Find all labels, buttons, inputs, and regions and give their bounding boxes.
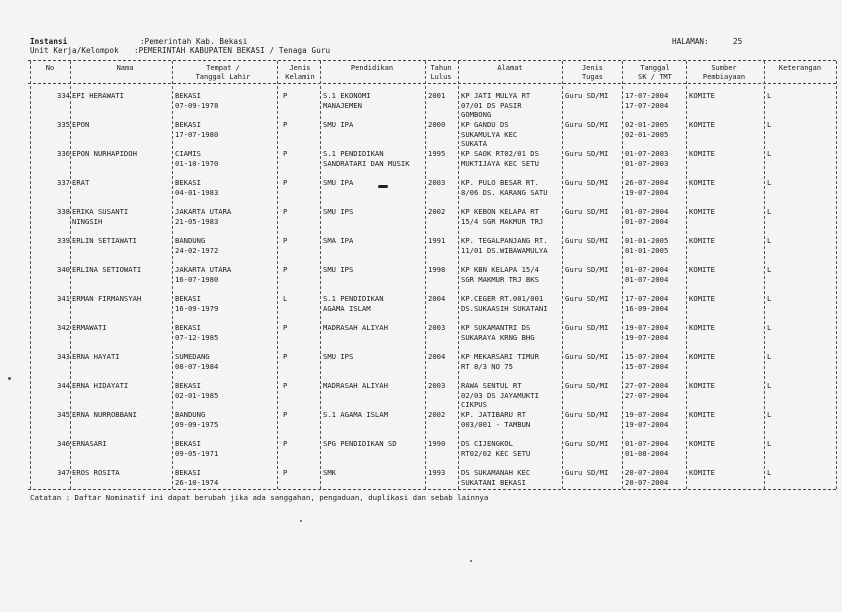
row-tempat-lahir: BANDUNG — [175, 236, 206, 245]
row-tanggal-sk: 27-07-2004 — [625, 381, 669, 390]
row-alamat-line: MUKTIJAYA KEC SETU — [461, 158, 539, 168]
row-pendidikan: SMA IPA — [323, 236, 354, 245]
row-tanggal-tmt: 15-07-2004 — [625, 361, 669, 371]
col-lulus: Lulus — [430, 73, 452, 81]
col-tugas: Tugas — [581, 73, 604, 81]
row-jenis-tugas: Guru SD/MI — [565, 149, 609, 158]
row-jenis-tugas: Guru SD/MI — [565, 381, 609, 390]
row-tanggal-tmt: 19-07-2004 — [625, 187, 669, 197]
row-alamat-line: SUKARAYA KRNG BHG — [461, 332, 535, 342]
instansi-value: :Pemerintah Kab. Bekasi — [140, 37, 248, 46]
row-tanggal-tmt: 01-07-2004 — [625, 216, 669, 226]
col-pendidikan: Pendidikan — [350, 64, 394, 72]
row-jenis-tugas: Guru SD/MI — [565, 439, 609, 448]
row-alamat-line: DS.SUKAASIH SUKATANI — [461, 303, 548, 313]
row-jenis-kelamin: P — [283, 410, 288, 419]
row-nama: ERNA HIDAYATI — [72, 381, 129, 390]
row-pendidikan: SMU IPS — [323, 265, 354, 274]
col-sk-tmt: SK / TMT — [638, 73, 672, 81]
column-separator — [562, 61, 563, 489]
row-jenis-tugas: Guru SD/MI — [565, 178, 609, 187]
row-sumber-pembiayaan: KOMITE — [689, 149, 715, 158]
row-alamat-line: SGR MAKMUR TRJ BKS — [461, 274, 539, 284]
scan-speck — [8, 377, 11, 380]
row-tanggal-lahir: 01-10-1970 — [175, 158, 219, 168]
row-tanggal-lahir: 07-12-1985 — [175, 332, 219, 342]
row-alamat-line: 15/4 SGR MAKMUR TRJ — [461, 216, 544, 226]
row-number: 345 — [57, 410, 70, 419]
column-separator — [622, 61, 623, 489]
row-tanggal-sk: 01-07-2004 — [625, 265, 669, 274]
row-sumber-pembiayaan: KOMITE — [689, 410, 715, 419]
row-keterangan: L — [767, 439, 772, 448]
row-tempat-lahir: JAKARTA UTARA — [175, 207, 232, 216]
col-kelamin: Kelamin — [285, 73, 315, 81]
row-jenis-kelamin: P — [283, 91, 288, 100]
row-jenis-tugas: Guru SD/MI — [565, 91, 609, 100]
row-nama: ERLINA SETIOWATI — [72, 265, 142, 274]
row-alamat-line: SUKATANI BEKASI — [461, 477, 526, 487]
row-alamat-line: KP SAOK RT02/01 DS — [461, 149, 539, 158]
row-sumber-pembiayaan: KOMITE — [689, 323, 715, 332]
row-jenis-kelamin: P — [283, 439, 288, 448]
row-tanggal-tmt: 02-01-2005 — [625, 129, 669, 139]
row-pendidikan: MADRASAH ALIYAH — [323, 323, 388, 332]
column-separator — [425, 61, 426, 489]
column-separator — [320, 61, 321, 489]
row-sumber-pembiayaan: KOMITE — [689, 439, 715, 448]
row-tanggal-sk: 17-07-2004 — [625, 91, 669, 100]
row-tempat-lahir: JAKARTA UTARA — [175, 265, 232, 274]
row-tempat-lahir: SUMEDANG — [175, 352, 210, 361]
row-number: 346 — [57, 439, 70, 448]
row-nama: ERNA HAYATI — [72, 352, 120, 361]
row-tahun-lulus: 1990 — [428, 439, 446, 448]
row-number: 336 — [57, 149, 70, 158]
row-pendidikan-cont: SANDRATARI DAN MUSIK — [323, 158, 410, 168]
row-pendidikan: SMU IPS — [323, 207, 354, 216]
row-tempat-lahir: BEKASI — [175, 178, 201, 187]
row-nama: ERMAWATI — [72, 323, 107, 332]
row-tanggal-lahir: 02-01-1985 — [175, 390, 219, 400]
row-tahun-lulus: 2004 — [428, 352, 446, 361]
footnote: Catatan : Daftar Nominatif ini dapat berubah jika ada sanggahan, pengaduan, duplikasi dan sebab lainnya — [30, 493, 489, 502]
row-tempat-lahir: CIAMIS — [175, 149, 201, 158]
row-tanggal-lahir: 17-07-1980 — [175, 129, 219, 139]
col-tempat: Tempat / — [206, 64, 240, 72]
row-sumber-pembiayaan: KOMITE — [689, 178, 715, 187]
row-keterangan: L — [767, 178, 772, 187]
col-no: No — [45, 64, 55, 72]
row-nama: EPON — [72, 120, 90, 129]
row-tahun-lulus: 1998 — [428, 265, 446, 274]
column-separator — [172, 61, 173, 489]
row-alamat-line: KP. JATIBARU RT — [461, 410, 526, 419]
row-number: 334 — [57, 91, 70, 100]
row-jenis-tugas: Guru SD/MI — [565, 265, 609, 274]
row-nama: ERLIN SETIAWATI — [72, 236, 137, 245]
row-nama: EPON NURHAPIDOH — [72, 149, 137, 158]
row-pendidikan-cont: AGAMA ISLAM — [323, 303, 371, 313]
row-tanggal-sk: 01-07-2003 — [625, 149, 669, 158]
row-tanggal-tmt: 01-08-2004 — [625, 448, 669, 458]
row-alamat-line: RAWA SENTUL RT — [461, 381, 522, 390]
row-tahun-lulus: 2003 — [428, 178, 446, 187]
row-tempat-lahir: BEKASI — [175, 120, 201, 129]
row-alamat-line: 8/06 DS. KARANG SATU — [461, 187, 548, 197]
col-sumber: Sumber — [711, 64, 737, 72]
unit-value: :PEMERINTAH KABUPATEN BEKASI / Tenaga Guru — [134, 46, 331, 55]
row-tanggal-lahir: 21-05-1983 — [175, 216, 219, 226]
row-jenis-tugas: Guru SD/MI — [565, 120, 609, 129]
row-tanggal-tmt: 01-07-2004 — [625, 274, 669, 284]
row-tanggal-sk: 01-01-2005 — [625, 236, 669, 245]
row-tahun-lulus: 2000 — [428, 120, 446, 129]
row-alamat-line: KP.CEGER RT.001/001 — [461, 294, 544, 303]
row-tanggal-tmt: 17-07-2004 — [625, 100, 669, 110]
row-alamat-line: 02/03 DS JAYAMUKTI — [461, 390, 539, 400]
row-alamat-line: SUKAMULYA KEC — [461, 129, 518, 139]
row-tanggal-sk: 20-07-2004 — [625, 468, 669, 477]
row-nama: ERIKA SUSANTI — [72, 207, 129, 216]
row-tanggal-tmt: 27-07-2004 — [625, 390, 669, 400]
row-tanggal-tmt: 19-07-2004 — [625, 419, 669, 429]
row-sumber-pembiayaan: KOMITE — [689, 294, 715, 303]
row-tanggal-sk: 15-07-2004 — [625, 352, 669, 361]
row-jenis-tugas: Guru SD/MI — [565, 352, 609, 361]
row-jenis-kelamin: P — [283, 178, 288, 187]
row-tanggal-lahir: 08-07-1984 — [175, 361, 219, 371]
row-tanggal-lahir: 04-01-1983 — [175, 187, 219, 197]
row-keterangan: L — [767, 352, 772, 361]
row-keterangan: L — [767, 381, 772, 390]
row-nama: EROS ROSITA — [72, 468, 120, 477]
row-tanggal-sk: 01-07-2004 — [625, 207, 669, 216]
row-pendidikan-cont: MANAJEMEN — [323, 100, 362, 110]
row-alamat-line: RT02/02 KEC SETU — [461, 448, 531, 458]
row-nama: ERNASARI — [72, 439, 107, 448]
row-tanggal-lahir: 26-10-1974 — [175, 477, 219, 487]
row-jenis-kelamin: P — [283, 468, 288, 477]
row-sumber-pembiayaan: KOMITE — [689, 236, 715, 245]
row-keterangan: L — [767, 294, 772, 303]
row-tanggal-sk: 26-07-2004 — [625, 178, 669, 187]
row-tanggal-tmt: 16-09-2004 — [625, 303, 669, 313]
row-tanggal-lahir: 16-09-1979 — [175, 303, 219, 313]
row-alamat-line: RT 8/3 NO 75 — [461, 361, 513, 371]
row-tanggal-lahir: 07-09-1978 — [175, 100, 219, 110]
row-nama: ERAT — [72, 178, 90, 187]
row-jenis-tugas: Guru SD/MI — [565, 323, 609, 332]
row-tahun-lulus: 2003 — [428, 323, 446, 332]
row-tanggal-sk: 02-01-2005 — [625, 120, 669, 129]
row-pendidikan: S.1 PENDIDIKAN — [323, 149, 384, 158]
row-nama: ERMAN FIRMANSYAH — [72, 294, 142, 303]
row-pendidikan: MADRASAH ALIYAH — [323, 381, 388, 390]
row-keterangan: L — [767, 236, 772, 245]
col-pembiayaan: Pembiayaan — [702, 73, 746, 81]
column-separator — [836, 61, 837, 489]
column-separator — [764, 61, 765, 489]
row-tanggal-sk: 17-07-2004 — [625, 294, 669, 303]
table-header-rule — [28, 83, 836, 84]
row-sumber-pembiayaan: KOMITE — [689, 468, 715, 477]
row-pendidikan: S.1 AGAMA ISLAM — [323, 410, 388, 419]
column-separator — [70, 61, 71, 489]
row-alamat-line: GOMBONG — [461, 110, 492, 119]
row-alamat-line: DS CIJENGKOL — [461, 439, 513, 448]
row-tahun-lulus: 2004 — [428, 294, 446, 303]
row-sumber-pembiayaan: KOMITE — [689, 120, 715, 129]
column-separator — [458, 61, 459, 489]
row-tahun-lulus: 1993 — [428, 468, 446, 477]
row-keterangan: L — [767, 410, 772, 419]
row-tanggal-tmt: 20-07-2004 — [625, 477, 669, 487]
row-alamat-line: KP MEKARSARI TIMUR — [461, 352, 539, 361]
row-nama: ERNA NURROBBANI — [72, 410, 137, 419]
row-tempat-lahir: BEKASI — [175, 323, 201, 332]
row-tempat-lahir: BEKASI — [175, 91, 201, 100]
row-tanggal-tmt: 01-01-2005 — [625, 245, 669, 255]
row-keterangan: L — [767, 91, 772, 100]
row-keterangan: L — [767, 265, 772, 274]
row-pendidikan: SMK — [323, 468, 336, 477]
col-alamat: Alamat — [497, 64, 523, 72]
row-tanggal-lahir: 16-07-1980 — [175, 274, 219, 284]
row-sumber-pembiayaan: KOMITE — [689, 381, 715, 390]
row-tahun-lulus: 2002 — [428, 207, 446, 216]
row-pendidikan: S.1 PENDIDIKAN — [323, 294, 384, 303]
col-tahun: Tahun — [430, 64, 452, 72]
row-jenis-tugas: Guru SD/MI — [565, 410, 609, 419]
row-number: 339 — [57, 236, 70, 245]
row-tanggal-lahir: 24-02-1972 — [175, 245, 219, 255]
row-alamat-line: 11/01 DS.WIBAWAMULYA — [461, 245, 548, 255]
row-tanggal-sk: 01-07-2004 — [625, 439, 669, 448]
row-pendidikan: SMU IPA — [323, 178, 354, 187]
row-number: 347 — [57, 468, 70, 477]
row-number: 344 — [57, 381, 70, 390]
row-alamat-line: KP KEBON KELAPA RT — [461, 207, 539, 216]
row-alamat-line: SUKATA — [461, 139, 487, 148]
row-pendidikan: SMU IPA — [323, 120, 354, 129]
row-number: 343 — [57, 352, 70, 361]
column-separator — [30, 61, 31, 489]
scan-speck — [300, 520, 302, 522]
col-nama: Nama — [116, 64, 134, 72]
row-jenis-kelamin: P — [283, 265, 288, 274]
row-tanggal-lahir: 09-09-1975 — [175, 419, 219, 429]
row-tahun-lulus: 1995 — [428, 149, 446, 158]
row-jenis-kelamin: P — [283, 381, 288, 390]
row-jenis-kelamin: P — [283, 352, 288, 361]
row-number: 335 — [57, 120, 70, 129]
row-tanggal-sk: 19-07-2004 — [625, 410, 669, 419]
row-tempat-lahir: BEKASI — [175, 294, 201, 303]
table-bottom-rule — [28, 489, 836, 490]
row-pendidikan: SMU IPS — [323, 352, 354, 361]
row-tahun-lulus: 2003 — [428, 381, 446, 390]
row-jenis-kelamin: P — [283, 207, 288, 216]
col-tanggal: Tanggal — [640, 64, 670, 72]
row-tahun-lulus: 2002 — [428, 410, 446, 419]
row-number: 340 — [57, 265, 70, 274]
row-nama-cont: NINGSIH — [72, 216, 103, 226]
column-separator — [277, 61, 278, 489]
row-alamat-line: DS SUKAMANAH KEC — [461, 468, 531, 477]
col-jenis-tugas: Jenis — [581, 64, 604, 72]
row-keterangan: L — [767, 120, 772, 129]
row-jenis-kelamin: P — [283, 323, 288, 332]
unit-label: Unit Kerja/Kelompok — [30, 46, 119, 55]
col-keterangan: Keterangan — [778, 64, 822, 72]
row-jenis-kelamin: P — [283, 236, 288, 245]
row-alamat-line: 003/001 - TAMBUN — [461, 419, 531, 429]
row-sumber-pembiayaan: KOMITE — [689, 352, 715, 361]
column-separator — [686, 61, 687, 489]
row-tanggal-sk: 19-07-2004 — [625, 323, 669, 332]
scan-speck — [378, 185, 388, 188]
row-alamat-line: KP. PULO BESAR RT. — [461, 178, 539, 187]
row-alamat-line: 07/01 DS PASIR — [461, 100, 522, 110]
table-top-rule — [28, 60, 836, 61]
row-sumber-pembiayaan: KOMITE — [689, 91, 715, 100]
col-tanggal-lahir: Tanggal Lahir — [195, 73, 251, 81]
row-alamat-line: KP. TEGALPANJANG RT. — [461, 236, 548, 245]
row-pendidikan: S.1 EKONOMI — [323, 91, 371, 100]
row-number: 342 — [57, 323, 70, 332]
row-jenis-kelamin: L — [283, 294, 288, 303]
row-tempat-lahir: BEKASI — [175, 439, 201, 448]
instansi-label: Instansi — [30, 37, 68, 46]
row-tahun-lulus: 1991 — [428, 236, 446, 245]
row-tahun-lulus: 2001 — [428, 91, 446, 100]
row-number: 338 — [57, 207, 70, 216]
row-tanggal-tmt: 19-07-2004 — [625, 332, 669, 342]
instansi-line — [30, 37, 67, 46]
row-nama: EPI HERAWATI — [72, 91, 124, 100]
row-alamat-line: CIKPUS — [461, 400, 487, 409]
row-jenis-kelamin: P — [283, 149, 288, 158]
row-sumber-pembiayaan: KOMITE — [689, 265, 715, 274]
row-jenis-tugas: Guru SD/MI — [565, 236, 609, 245]
row-tempat-lahir: BEKASI — [175, 468, 201, 477]
row-pendidikan: SPG PENDIDIKAN SD — [323, 439, 397, 448]
halaman-value: 25 — [733, 37, 743, 46]
row-jenis-tugas: Guru SD/MI — [565, 294, 609, 303]
col-jenis: Jenis — [289, 64, 311, 72]
row-jenis-tugas: Guru SD/MI — [565, 207, 609, 216]
row-alamat-line: KP SUKAMANTRI DS — [461, 323, 531, 332]
row-jenis-tugas: Guru SD/MI — [565, 468, 609, 477]
halaman-label: HALAMAN: — [672, 37, 709, 46]
row-keterangan: L — [767, 323, 772, 332]
row-alamat-line: KP KBN KELAPA 15/4 — [461, 265, 539, 274]
row-alamat-line: KP GANDU DS — [461, 120, 509, 129]
row-number: 337 — [57, 178, 70, 187]
row-tempat-lahir: BANDUNG — [175, 410, 206, 419]
row-alamat-line: KP JATI MULYA RT — [461, 91, 531, 100]
row-tanggal-lahir: 09-05-1971 — [175, 448, 219, 458]
row-number: 341 — [57, 294, 70, 303]
row-jenis-kelamin: P — [283, 120, 288, 129]
scan-speck — [470, 560, 472, 562]
row-sumber-pembiayaan: KOMITE — [689, 207, 715, 216]
row-keterangan: L — [767, 468, 772, 477]
row-keterangan: L — [767, 149, 772, 158]
row-tanggal-tmt: 01-07-2003 — [625, 158, 669, 168]
row-tempat-lahir: BEKASI — [175, 381, 201, 390]
row-keterangan: L — [767, 207, 772, 216]
